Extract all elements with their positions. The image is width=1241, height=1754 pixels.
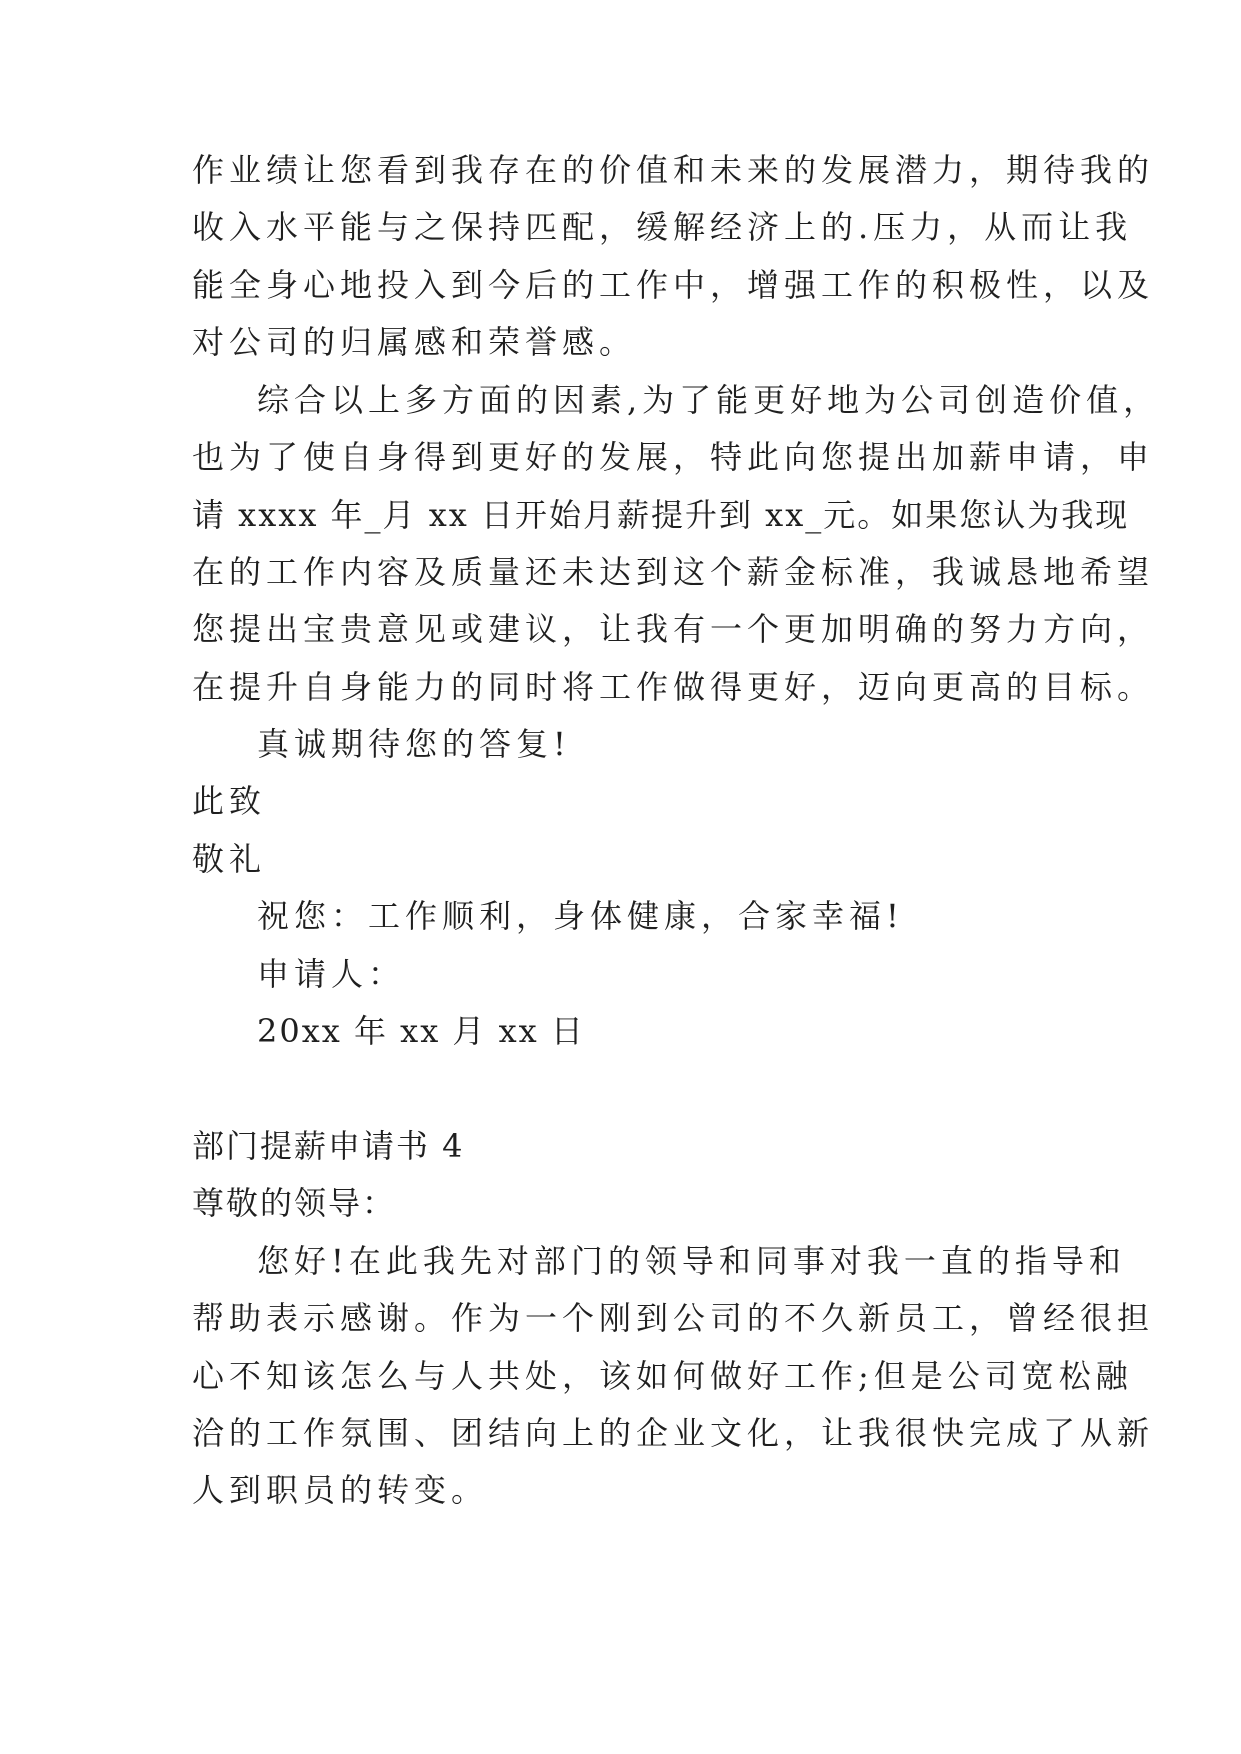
greeting: 尊敬的领导： [192, 1184, 397, 1222]
paragraph-line: 综合以上多方面的因素,为了能更好地为公司创造价值， [257, 381, 1161, 419]
paragraph-line: 心不知该怎么与人共处，该如何做好工作;但是公司宽松融 [192, 1357, 1133, 1395]
paragraph-line: 能全身心地投入到今后的工作中，增强工作的积极性，以及 [192, 266, 1155, 304]
paragraph-line: 洽的工作氛围、团结向上的企业文化，让我很快完成了从新 [192, 1414, 1155, 1452]
date-line: 20xx 年 xx 月 xx 日 [257, 1012, 585, 1050]
paragraph-line: 收入水平能与之保持匹配，缓解经济上的.压力，从而让我 [192, 208, 1133, 246]
wishes-line: 祝您：工作顺利，身体健康，合家幸福! [257, 897, 904, 935]
salutation-line: 此致 [192, 782, 267, 820]
paragraph-line: 作业绩让您看到我存在的价值和未来的发展潜力，期待我的 [192, 151, 1155, 189]
paragraph-line: 帮助表示感谢。作为一个刚到公司的不久新员工，曾经很担 [192, 1299, 1155, 1337]
applicant-label: 申请人： [257, 955, 406, 993]
paragraph-line: 请 xxxx 年_月 xx 日开始月薪提升到 xx_元。如果您认为我现 [192, 496, 1130, 534]
paragraph-line: 在的工作内容及质量还未达到这个薪金标准，我诚恳地希望 [192, 553, 1155, 591]
closing-hope: 真诚期待您的答复! [257, 725, 571, 763]
paragraph-line: 人到职员的转变。 [192, 1471, 489, 1509]
paragraph-line: 在提升自身能力的同时将工作做得更好，迈向更高的目标。 [192, 668, 1155, 706]
paragraph-line: 也为了使自身得到更好的发展，特此向您提出加薪申请，申 [192, 438, 1155, 476]
salutation-line: 敬礼 [192, 840, 267, 878]
paragraph-line: 对公司的归属感和荣誉感。 [192, 323, 637, 361]
paragraph-line: 您好!在此我先对部门的领导和同事对我一直的指导和 [257, 1242, 1126, 1280]
paragraph-line: 您提出宝贵意见或建议，让我有一个更加明确的努力方向， [192, 610, 1155, 648]
section-title: 部门提薪申请书 4 [192, 1127, 465, 1165]
